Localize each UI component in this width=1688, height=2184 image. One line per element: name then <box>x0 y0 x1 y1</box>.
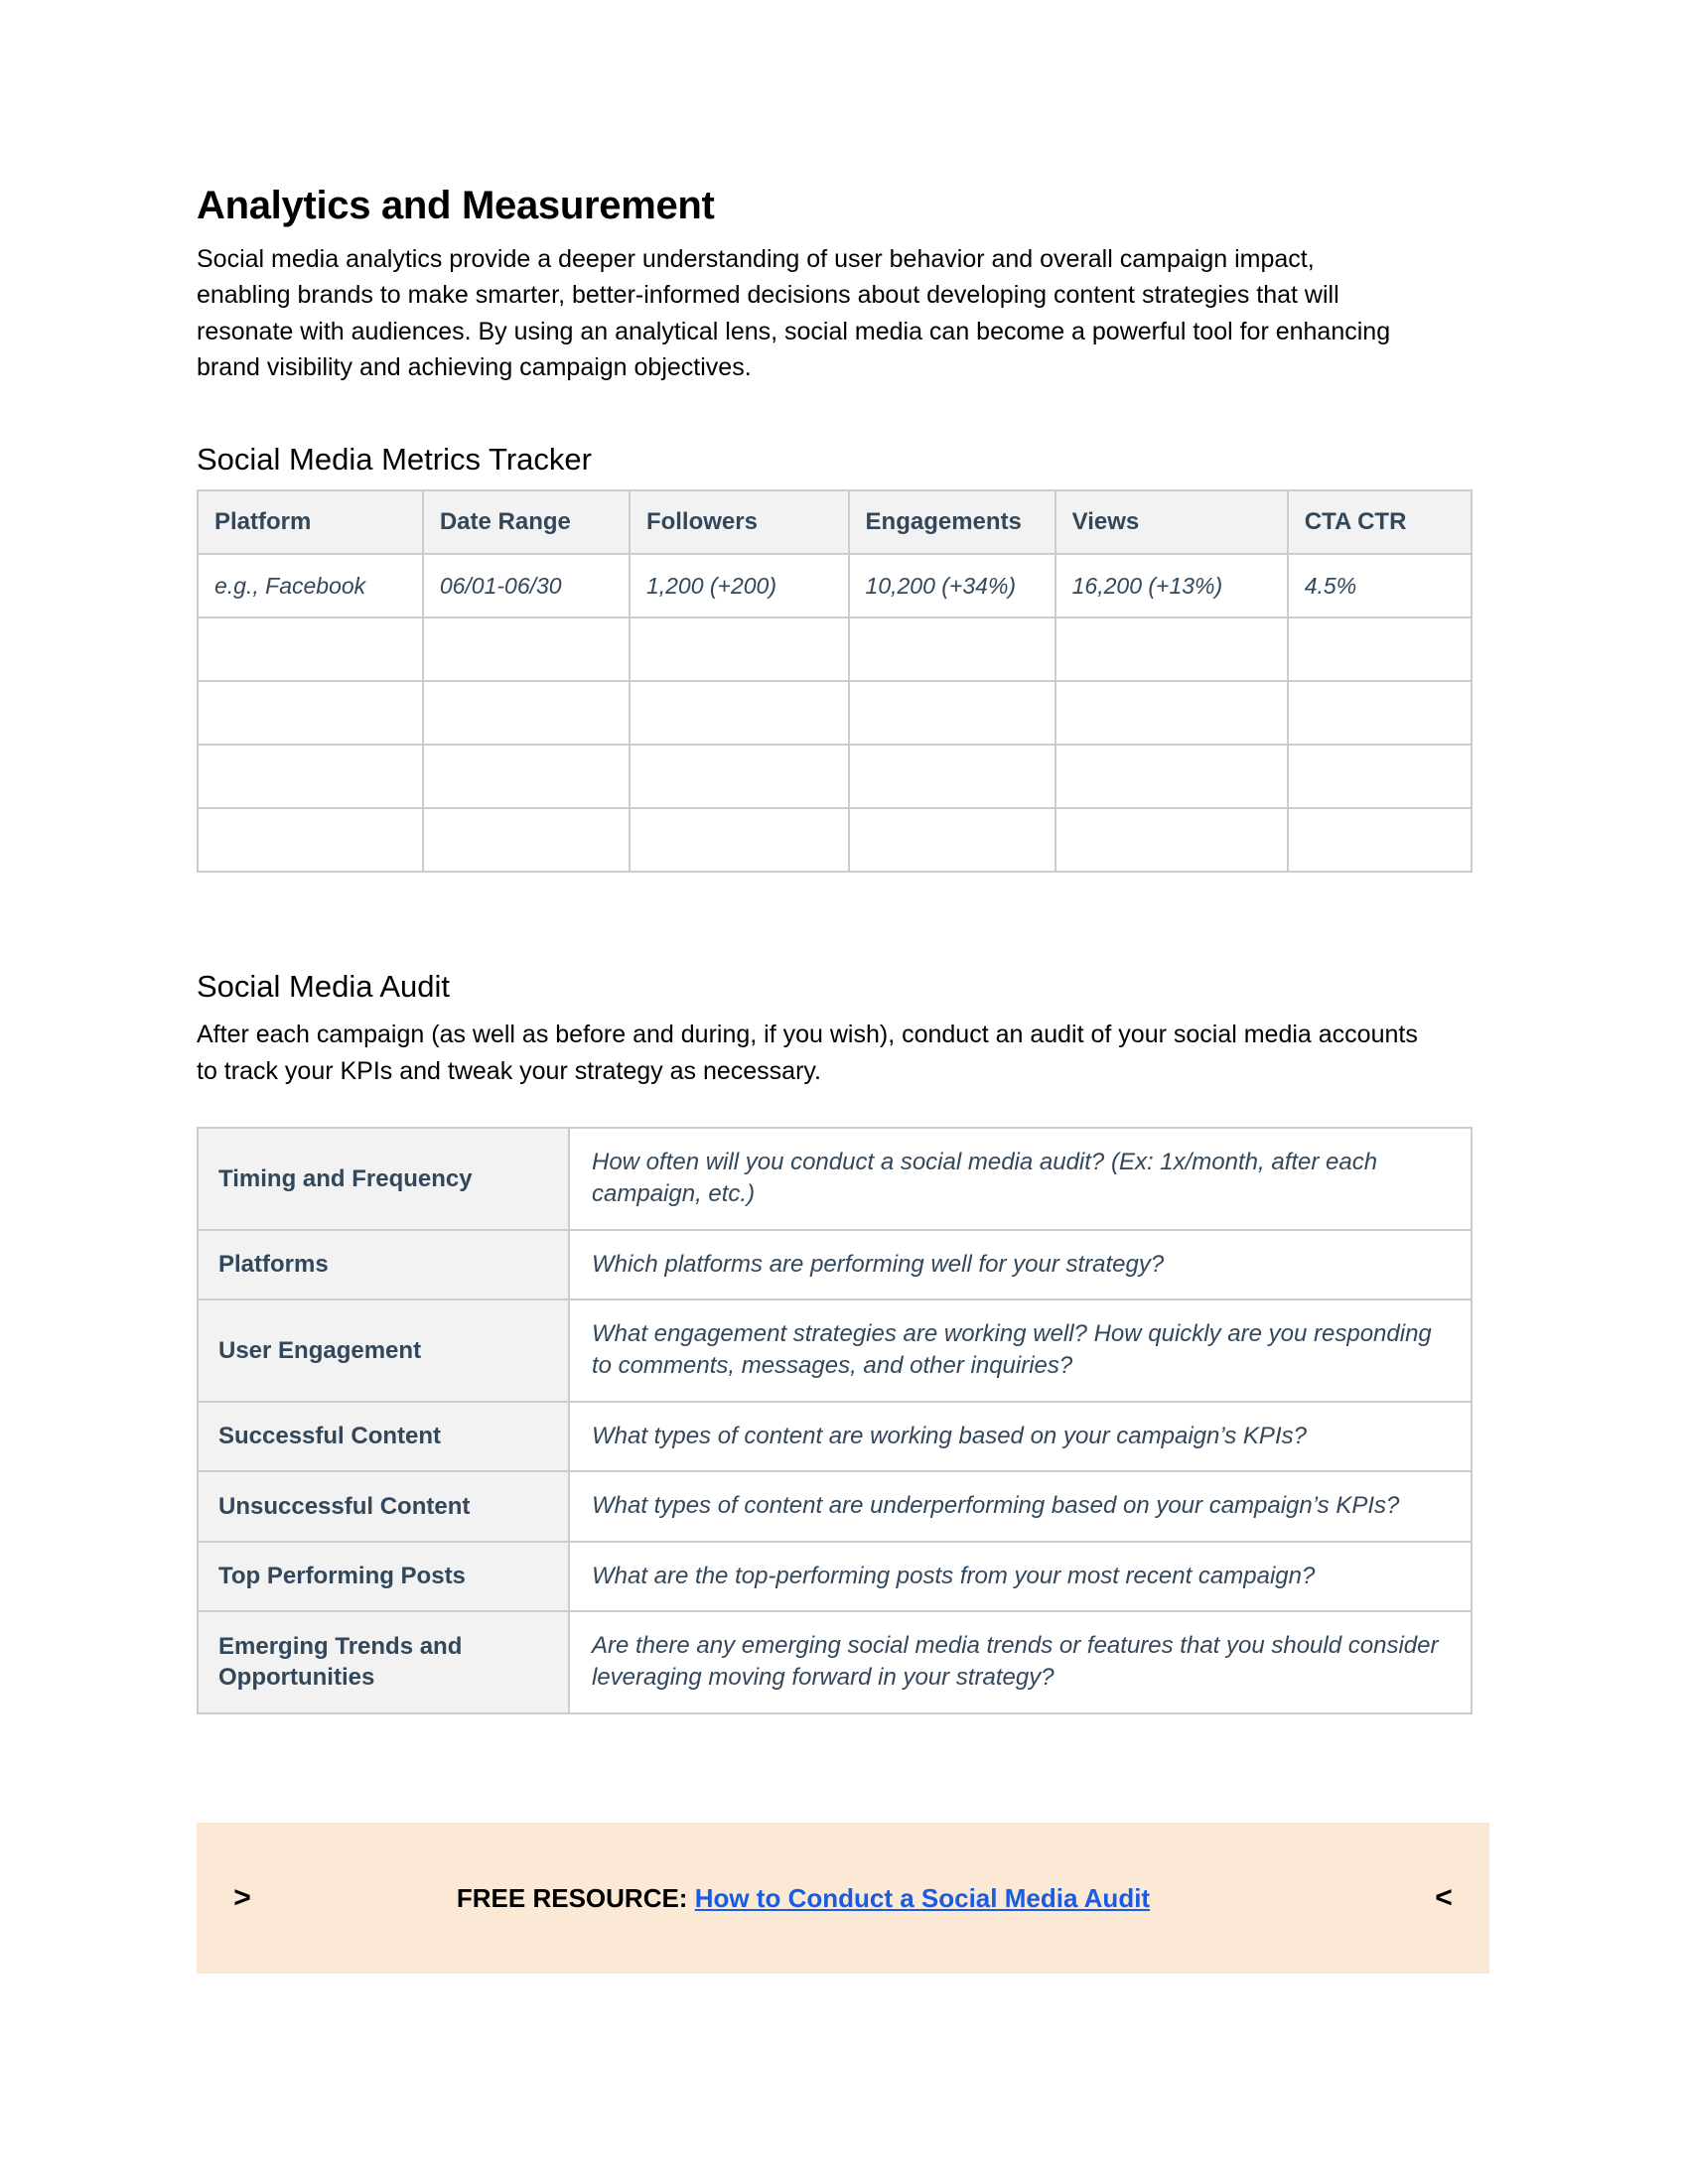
cell-followers[interactable] <box>630 745 849 808</box>
audit-question-platforms[interactable]: Which platforms are performing well for your strategy? <box>569 1230 1472 1299</box>
cell-followers[interactable] <box>630 808 849 872</box>
cell-date-range[interactable] <box>423 681 630 745</box>
cell-followers[interactable]: 1,200 (+200) <box>630 554 849 617</box>
cell-date-range[interactable] <box>423 808 630 872</box>
column-header-views: Views <box>1055 490 1288 554</box>
column-header-platform: Platform <box>198 490 423 554</box>
free-resource-prefix: FREE RESOURCE: <box>456 1882 688 1913</box>
cell-engagements[interactable] <box>849 681 1055 745</box>
audit-question-successful-content[interactable]: What types of content are working based on your campaign’s KPIs? <box>569 1402 1472 1471</box>
audit-label-successful-content: Successful Content <box>198 1402 569 1471</box>
cell-views[interactable] <box>1055 617 1288 681</box>
cell-views[interactable] <box>1055 808 1288 872</box>
audit-label-top-performing-posts: Top Performing Posts <box>198 1542 569 1611</box>
audit-question-user-engagement[interactable]: What engagement strategies are working well? How quickly are you responding to comments, messages, and other inquiries? <box>569 1299 1472 1402</box>
metrics-section-heading: Social Media Metrics Tracker <box>197 442 592 477</box>
social-media-audit-table <box>197 1127 1473 1714</box>
table-row <box>198 1299 1472 1402</box>
column-header-engagements: Engagements <box>849 490 1055 554</box>
audit-label-unsuccessful-content: Unsuccessful Content <box>198 1471 569 1541</box>
cell-platform[interactable] <box>198 681 423 745</box>
table-row <box>198 554 1472 617</box>
cell-cta-ctr[interactable] <box>1288 681 1472 745</box>
table-row <box>198 617 1472 681</box>
cell-date-range[interactable] <box>423 617 630 681</box>
cell-engagements[interactable] <box>849 808 1055 872</box>
table-row <box>198 1542 1472 1611</box>
table-row <box>198 1611 1472 1713</box>
document-content <box>197 184 1477 1714</box>
audit-intro-paragraph: After each campaign (as well as before and during, if you wish), conduct an audit of your social media accounts to track your KPIs and tweak your strategy as necessary. <box>197 1021 1418 1085</box>
cell-views[interactable] <box>1055 745 1288 808</box>
column-header-date-range: Date Range <box>423 490 630 554</box>
cell-followers[interactable] <box>630 617 849 681</box>
audit-question-emerging-trends-and-opportunities[interactable]: Are there any emerging social media trends or features that you should consider leveraging moving forward in your strategy? <box>569 1611 1472 1713</box>
cell-engagements[interactable] <box>849 745 1055 808</box>
cell-followers[interactable] <box>630 681 849 745</box>
cell-engagements[interactable]: 10,200 (+34%) <box>849 554 1055 617</box>
audit-label-platforms: Platforms <box>198 1230 569 1299</box>
audit-label-timing-and-frequency: Timing and Frequency <box>198 1128 569 1230</box>
free-resource-text <box>183 1883 1424 1914</box>
table-header-row <box>198 490 1472 554</box>
intro-paragraph: Social media analytics provide a deeper understanding of user behavior and overall campaign impact, enabling brands to make smarter, better-informed decisions about developing content strategies that will resonate with audiences. By using an analytical lens, social media can become a powerful tool for enhancing brand visibility and achieving campaign objectives. <box>197 245 1391 381</box>
cell-views[interactable]: 16,200 (+13%) <box>1055 554 1288 617</box>
cell-platform[interactable]: e.g., Facebook <box>198 554 423 617</box>
table-row <box>198 808 1472 872</box>
cell-platform[interactable] <box>198 745 423 808</box>
cell-cta-ctr[interactable] <box>1288 808 1472 872</box>
table-row <box>198 1402 1472 1471</box>
cell-date-range[interactable] <box>423 745 630 808</box>
table-row <box>198 681 1472 745</box>
table-row <box>198 1128 1472 1230</box>
table-row <box>198 745 1472 808</box>
audit-question-timing-and-frequency[interactable]: How often will you conduct a social media audit? (Ex: 1x/month, after each campaign, etc.) <box>569 1128 1472 1230</box>
table-row <box>198 1230 1472 1299</box>
cell-cta-ctr[interactable] <box>1288 745 1472 808</box>
cell-cta-ctr[interactable] <box>1288 617 1472 681</box>
audit-label-emerging-trends-and-opportunities: Emerging Trends and Opportunities <box>198 1611 569 1713</box>
spacer <box>197 385 1477 441</box>
chevron-right-icon: > <box>233 1881 251 1914</box>
social-media-metrics-tracker-table <box>197 489 1473 873</box>
cell-date-range[interactable]: 06/01-06/30 <box>423 554 630 617</box>
page-title: Analytics and Measurement <box>197 184 715 227</box>
spacer <box>197 873 1477 968</box>
cell-platform[interactable] <box>198 808 423 872</box>
free-resource-link[interactable]: How to Conduct a Social Media Audit <box>694 1882 1151 1913</box>
cell-platform[interactable] <box>198 617 423 681</box>
cell-engagements[interactable] <box>849 617 1055 681</box>
spacer <box>197 1089 1477 1127</box>
table-row <box>198 1471 1472 1541</box>
chevron-left-icon: < <box>1435 1881 1453 1914</box>
column-header-followers: Followers <box>630 490 849 554</box>
audit-question-top-performing-posts[interactable]: What are the top-performing posts from your most recent campaign? <box>569 1542 1472 1611</box>
free-resource-banner <box>197 1823 1489 1974</box>
audit-label-user-engagement: User Engagement <box>198 1299 569 1402</box>
column-header-cta-ctr: CTA CTR <box>1288 490 1472 554</box>
audit-section-heading: Social Media Audit <box>197 969 451 1005</box>
audit-question-unsuccessful-content[interactable]: What types of content are underperforming based on your campaign’s KPIs? <box>569 1471 1472 1541</box>
cell-views[interactable] <box>1055 681 1288 745</box>
cell-cta-ctr[interactable]: 4.5% <box>1288 554 1472 617</box>
